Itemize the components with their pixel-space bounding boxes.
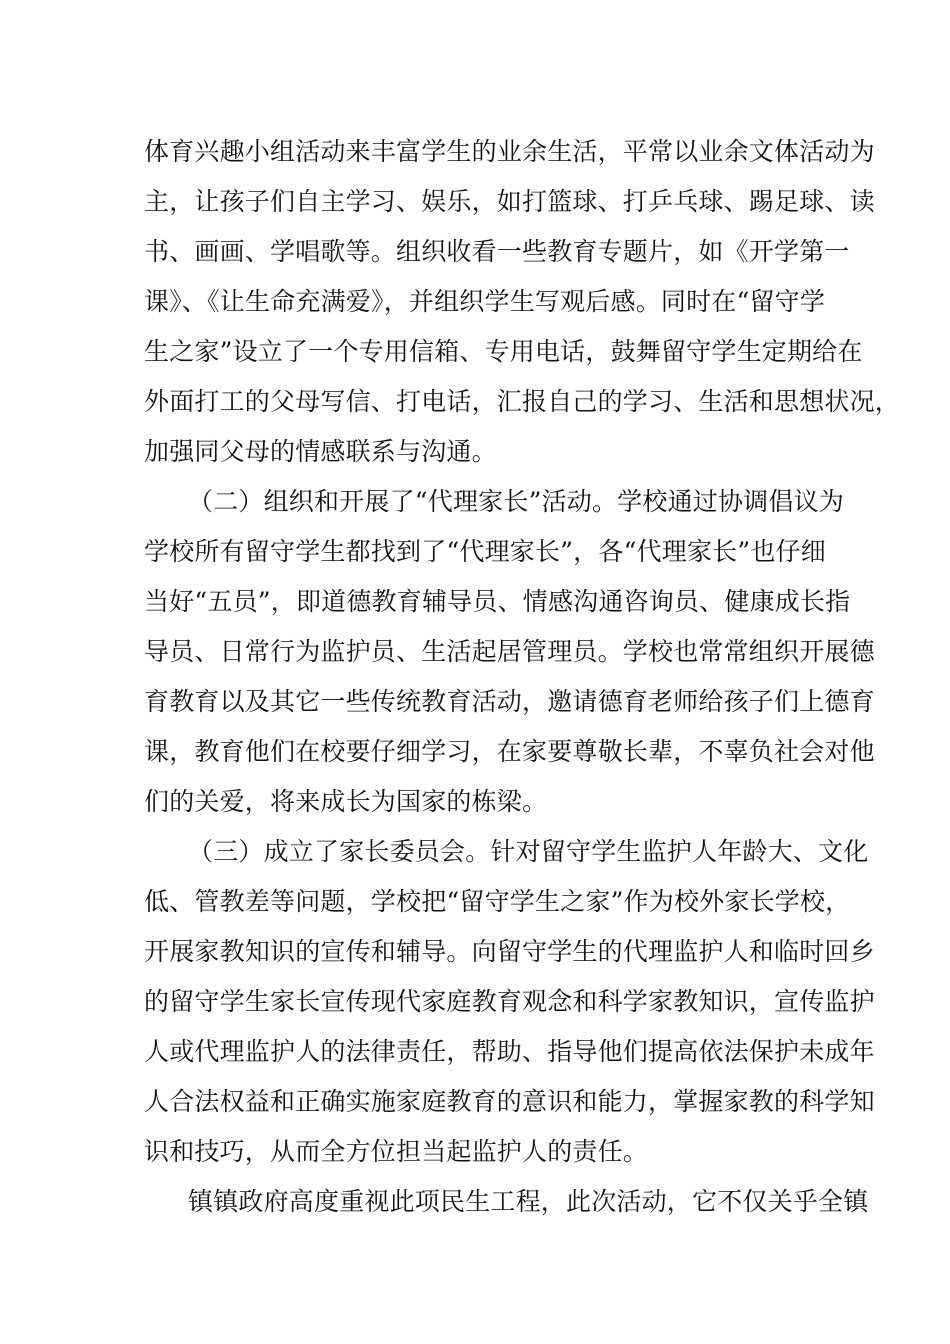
text-line: 主，让孩子们自主学习、娱乐，如打篮球、打乒乓球、踢足球、读 [144, 187, 875, 216]
text-line: 外面打工的父母写信、打电话，汇报自己的学习、生活和思想状况， [144, 387, 901, 416]
text-line: 加强同父母的情感联系与沟通。 [144, 437, 497, 466]
text-line: 开展家教知识的宣传和辅导。向留守学生的代理监护人和临时回乡 [144, 937, 875, 966]
text-line: 课，教育他们在校要仔细学习，在家要尊敬长辈，不辜负社会对他 [144, 737, 875, 766]
text-line: 育教育以及其它一些传统教育活动，邀请德育老师给孩子们上德育 [144, 687, 875, 716]
text-line: 体育兴趣小组活动来丰富学生的业余生活，平常以业余文体活动为 [144, 137, 875, 166]
paragraph-first-line: （三）成立了家长委员会。针对留守学生监护人年龄大、文化 [188, 837, 869, 866]
text-line: 当好“五员”，即道德教育辅导员、情感沟通咨询员、健康成长指 [144, 587, 851, 616]
text-line: 学校所有留守学生都找到了“代理家长”，各“代理家长”也仔细 [144, 537, 826, 566]
text-line: 生之家”设立了一个专用信箱、专用电话，鼓舞留守学生定期给在 [144, 337, 863, 366]
text-line: 导员、日常行为监护员、生活起居管理员。学校也常常组织开展德 [144, 637, 875, 666]
text-line: 低、管教差等问题，学校把“留守学生之家”作为校外家长学校， [144, 887, 851, 916]
text-line: 的留守学生家长宣传现代家庭教育观念和科学家教知识，宣传监护 [144, 987, 875, 1016]
text-line: 书、画画、学唱歌等。组织收看一些教育专题片，如《开学第一 [144, 237, 850, 266]
text-line: 识和技巧，从而全方位担当起监护人的责任。 [144, 1137, 649, 1166]
paragraph-first-line: 镇镇政府高度重视此项民生工程，此次活动，它不仅关乎全镇 [188, 1187, 869, 1216]
text-line: 们的关爱，将来成长为国家的栋梁。 [144, 787, 548, 816]
paragraph-first-line: （二）组织和开展了“代理家长”活动。学校通过协调倡议为 [188, 487, 844, 516]
text-line: 人合法权益和正确实施家庭教育的意识和能力，掌握家教的科学知 [144, 1087, 875, 1116]
text-line: 人或代理监护人的法律责任，帮助、指导他们提高依法保护未成年 [144, 1037, 875, 1066]
text-line: 课》、《让生命充满爱》，并组织学生写观后感。同时在“留守学 [144, 287, 826, 316]
